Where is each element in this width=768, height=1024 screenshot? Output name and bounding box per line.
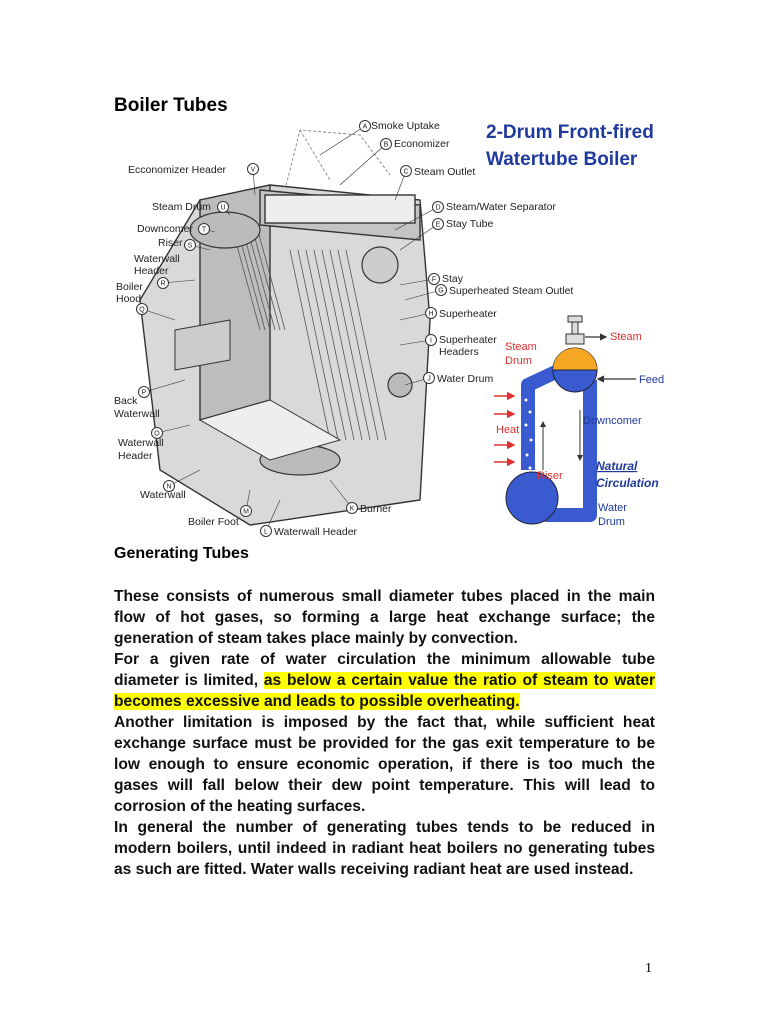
steam-valve-icon — [566, 316, 584, 344]
label-stay-tube: Stay Tube — [446, 218, 494, 230]
page-number: 1 — [645, 961, 652, 976]
label-economizer-header: Ecconomizer Header — [128, 164, 227, 176]
label-letter-g: G — [438, 287, 444, 295]
label-boiler-foot: Boiler Foot — [188, 516, 239, 528]
label-steam-drum-circ: Steam Drum — [505, 341, 537, 367]
label-letter-i: I — [430, 337, 432, 345]
paragraph: Another limitation is imposed by the fact that, while sufficient heat exchange surface must be provided for the gas exit temperature to be low enough to ensure economic operation, if there is too much the gases will fall below their dew point temperature. This will lead to corrosion of the heating surfaces. — [114, 714, 655, 815]
page-title: Boiler Tubes — [114, 95, 228, 116]
label-letter-n: N — [166, 483, 172, 491]
figure-title-line2: Watertube Boiler — [486, 149, 638, 170]
label-stay: Stay — [442, 273, 464, 285]
label-heat: Heat — [496, 424, 520, 436]
label-letter-r: R — [160, 280, 166, 288]
label-economizer: Economizer — [394, 138, 450, 150]
label-letter-j: J — [427, 375, 431, 383]
label-letter-c: C — [403, 168, 409, 176]
label-burner: Burner — [360, 503, 392, 515]
label-letter-o: O — [154, 430, 160, 438]
label-riser-circ: Riser — [537, 470, 563, 482]
label-waterwall-header-bottom: Waterwall Header — [274, 526, 358, 538]
label-steam-outlet: Steam Outlet — [414, 166, 476, 178]
label-letter-f: F — [431, 276, 437, 284]
label-superheated-steam-outlet: Superheated Steam Outlet — [449, 285, 574, 297]
paragraph: These consists of numerous small diameter tubes placed in the main flow of hot gases, so forming a large heat exchange surface; the generation of steam takes place mainly by convection. — [114, 588, 655, 647]
label-letter-e: E — [435, 221, 441, 229]
label-letter-t: T — [201, 226, 207, 234]
label-letter-v: V — [250, 166, 256, 174]
label-natural-circulation: Natural Circulation — [596, 459, 659, 490]
steam-drum-shape — [553, 348, 597, 392]
label-letter-q: Q — [139, 306, 145, 314]
label-letter-k: K — [349, 505, 355, 513]
natural-circulation-diagram — [478, 312, 678, 536]
figure-title — [486, 119, 654, 173]
paragraph-text: For a given rate of water circulation the minimum allowable tube diameter is limited, — [114, 651, 655, 689]
label-letter-u: U — [220, 204, 226, 212]
label-steam: Steam — [610, 331, 642, 343]
label-downcomer-circ: Downcomer — [583, 415, 642, 427]
label-water-drum-circ: Water Drum — [598, 502, 627, 528]
body-text — [114, 586, 655, 880]
label-letter-s: S — [187, 242, 193, 250]
label-riser: Riser — [158, 237, 183, 249]
label-steam-drum: Steam Drum — [152, 201, 211, 213]
section-heading: Generating Tubes — [114, 545, 249, 562]
highlighted-text: as below a certain value the ratio of steam to water becomes excessive and leads to possible overheating. — [114, 672, 656, 710]
label-feed: Feed — [639, 374, 665, 386]
label-letter-b: B — [383, 141, 389, 149]
smoke-uptake-shape — [285, 130, 390, 190]
label-steam-water-separator: Steam/Water Separator — [446, 201, 556, 213]
label-letter-a: A — [362, 123, 368, 131]
label-letter-l: L — [264, 528, 268, 536]
label-superheater-headers: Superheater Headers — [439, 334, 497, 358]
paragraph — [114, 649, 655, 712]
figure-title-line1: 2-Drum Front-fired — [486, 122, 654, 143]
label-boiler-hood: Boiler Hood — [116, 281, 143, 305]
label-letter-h: H — [428, 310, 434, 318]
paragraph: In general the number of generating tubes tends to be reduced in modern boilers, until indeed in radiant heat boilers no generating tubes as such are fitted. Water walls receiving radiant heat are used instead. — [114, 819, 655, 878]
label-waterwall-header-left: Waterwall Header — [118, 437, 164, 462]
label-downcomer: Downcomer — [137, 223, 194, 235]
label-smoke-uptake: Smoke Uptake — [371, 120, 440, 132]
label-letter-d: D — [435, 204, 441, 212]
label-waterwall: Waterwall — [140, 489, 186, 501]
label-waterwall-header-top: Waterwall Header — [134, 253, 180, 277]
label-superheater: Superheater — [439, 308, 497, 320]
label-back-waterwall: Back Waterwall — [114, 395, 160, 420]
label-water-drum: Water Drum — [437, 373, 494, 385]
label-letter-m: M — [243, 508, 249, 516]
label-letter-p: P — [141, 389, 147, 397]
